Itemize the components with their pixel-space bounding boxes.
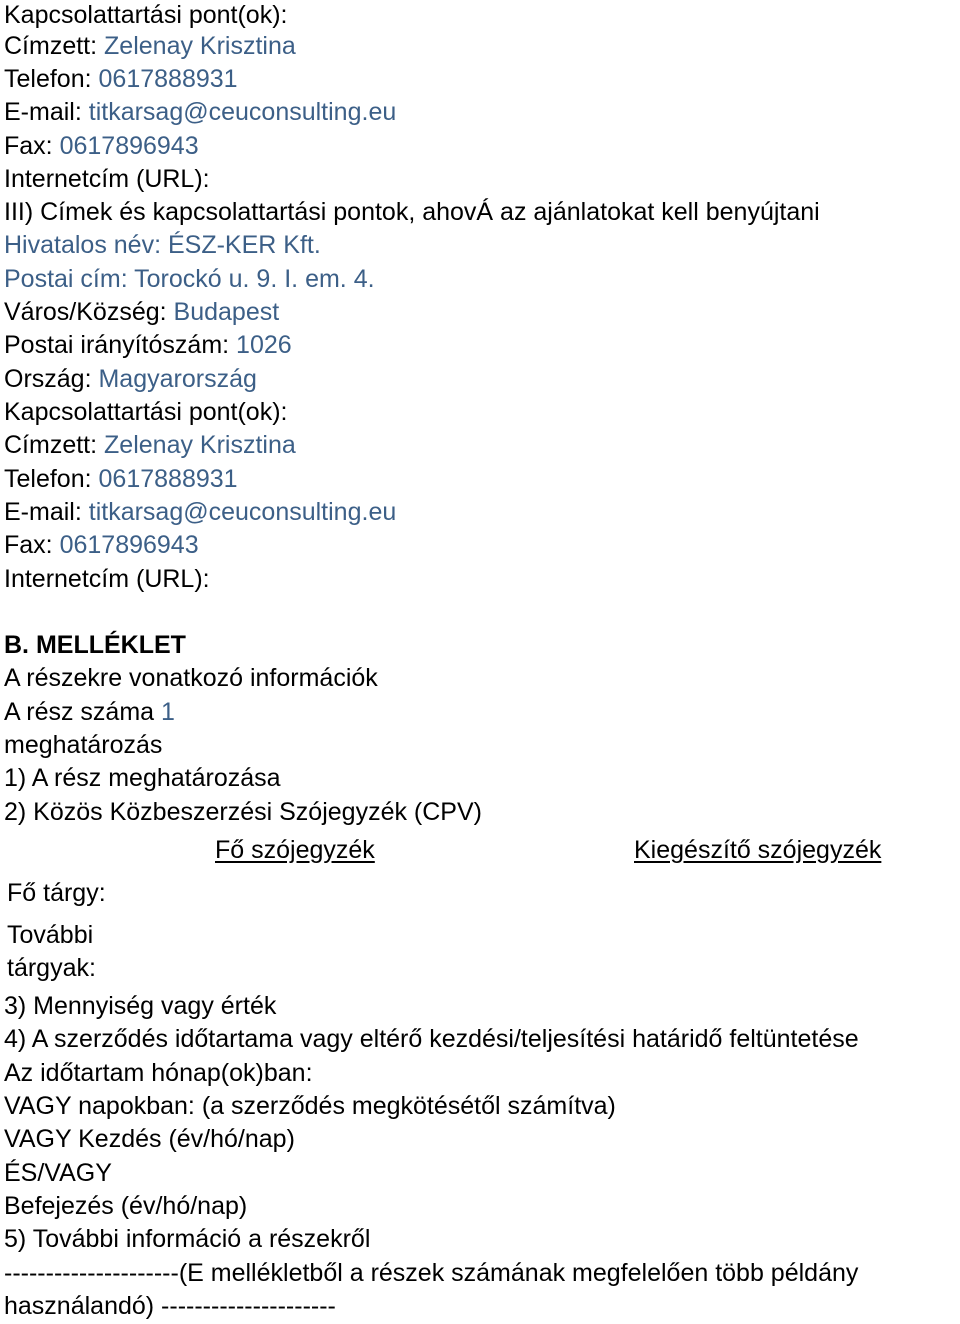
fax-value: 0617896943 — [59, 132, 199, 160]
footer-note-line-2: használandó) --------------------- — [4, 1292, 336, 1320]
recipient-value: Zelenay Krisztina — [104, 431, 296, 459]
recipient-line: Címzett: Zelenay Krisztina — [4, 431, 296, 459]
phone-line: Telefon: 0617888931 — [4, 465, 238, 493]
and-or-line: ÉS/VAGY — [4, 1159, 112, 1187]
contact-heading: Kapcsolattartási pont(ok): — [4, 398, 288, 426]
section3-heading: III) Címek és kapcsolattartási pontok, ahovÁ az ajánlatokat kell benyújtani — [4, 198, 820, 226]
start-date-line: VAGY Kezdés (év/hó/nap) — [4, 1125, 295, 1153]
part-number-line: A rész száma 1 — [4, 698, 175, 726]
official-name-value: ÉSZ-KER Kft. — [167, 231, 321, 259]
city-value: Budapest — [173, 298, 280, 326]
phone-value: 0617888931 — [98, 65, 238, 93]
further-info-item: 5) További információ a részekről — [4, 1225, 371, 1253]
additional-subjects-label-1: További — [7, 921, 94, 949]
contact-heading: Kapcsolattartási pont(ok): — [4, 1, 288, 29]
annex-subtitle: A részekre vonatkozó információk — [4, 664, 378, 692]
phone-line: Telefon: 0617888931 — [4, 65, 238, 93]
official-name-line: Hivatalos név: ÉSZ-KER Kft. — [4, 231, 321, 259]
definition-label: meghatározás — [4, 731, 163, 759]
duration-item: 4) A szerződés időtartama vagy eltérő kezdési/teljesítési határidő feltüntetése — [4, 1025, 859, 1053]
postal-address-line: Postai cím: Torockó u. 9. I. em. 4. — [4, 265, 375, 293]
part-number-value: 1 — [161, 698, 175, 726]
footer-note-line-1: ---------------------(E mellékletből a részek számának megfelelően több példány — [4, 1259, 859, 1287]
fax-line: Fax: 0617896943 — [4, 531, 199, 559]
email-value: titkarsag@ceuconsulting.eu — [88, 98, 397, 126]
email-line: E-mail: titkarsag@ceuconsulting.eu — [4, 98, 397, 126]
duration-months-line: Az időtartam hónap(ok)ban: — [4, 1059, 313, 1087]
cpv-item: 2) Közös Közbeszerzési Szójegyzék (CPV) — [4, 798, 482, 826]
country-line: Ország: Magyarország — [4, 365, 257, 393]
end-date-line: Befejezés (év/hó/nap) — [4, 1192, 248, 1220]
annex-title: B. MELLÉKLET — [4, 631, 186, 659]
part-definition-item: 1) A rész meghatározása — [4, 764, 281, 792]
fax-value: 0617896943 — [59, 531, 199, 559]
postal-address-value: Torockó u. 9. I. em. 4. — [134, 265, 375, 293]
email-value: titkarsag@ceuconsulting.eu — [88, 498, 397, 526]
cpv-main-header: Fő szójegyzék — [215, 836, 375, 864]
url-line: Internetcím (URL): — [4, 565, 210, 593]
zip-line: Postai irányítószám: 1026 — [4, 331, 292, 359]
recipient-value: Zelenay Krisztina — [104, 32, 296, 60]
zip-value: 1026 — [236, 331, 292, 359]
fax-line: Fax: 0617896943 — [4, 132, 199, 160]
url-line: Internetcím (URL): — [4, 165, 210, 193]
city-line: Város/Község: Budapest — [4, 298, 280, 326]
duration-days-line: VAGY napokban: (a szerződés megkötésétől számítva) — [4, 1092, 616, 1120]
cpv-supplementary-header: Kiegészítő szójegyzék — [634, 836, 882, 864]
country-value: Magyarország — [98, 365, 257, 393]
recipient-line: Címzett: Zelenay Krisztina — [4, 32, 296, 60]
main-subject-label: Fő tárgy: — [7, 879, 106, 907]
quantity-item: 3) Mennyiség vagy érték — [4, 992, 277, 1020]
phone-value: 0617888931 — [98, 465, 238, 493]
additional-subjects-label-2: tárgyak: — [7, 954, 96, 982]
email-line: E-mail: titkarsag@ceuconsulting.eu — [4, 498, 397, 526]
